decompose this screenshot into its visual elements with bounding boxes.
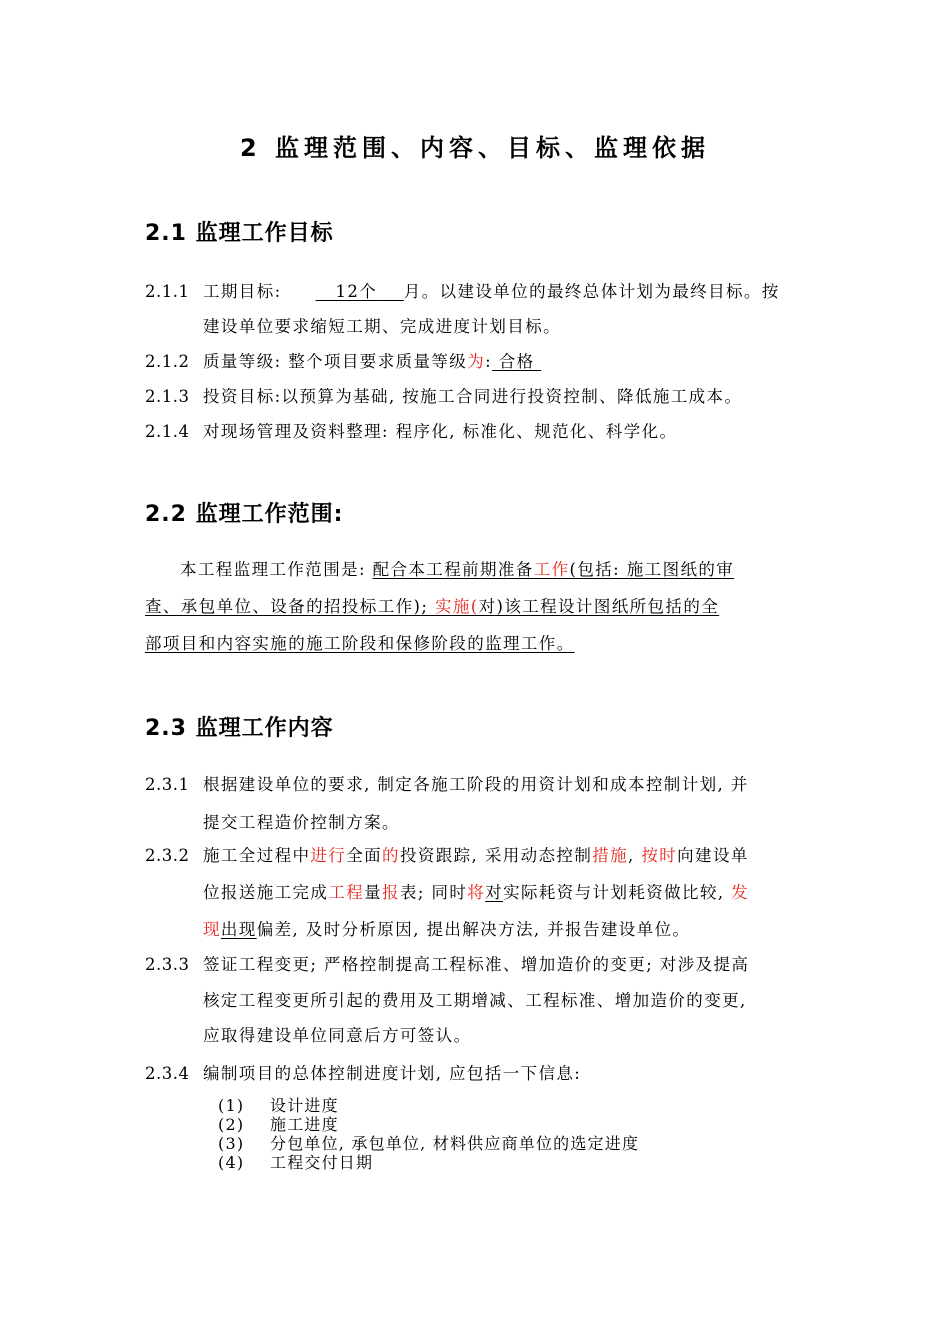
item-number: 2.3.3	[145, 955, 190, 974]
list-item: (3) 分包单位, 承包单位, 材料供应商单位的选定进度	[218, 1134, 640, 1153]
scope-line-3	[145, 633, 575, 655]
item-2-3-3	[145, 954, 749, 976]
item-2-3-1	[145, 774, 749, 796]
item-2-3-3-cont-1: 核定工程变更所引起的费用及工期增减、工程标准、增加造价的变更,	[203, 991, 747, 1010]
item-2-1-2	[145, 351, 541, 373]
item-2-3-2-cont-2: 现出现偏差, 及时分析原因, 提出解决方法, 并报告建设单位。	[203, 920, 691, 939]
item-number: 2.1.1	[145, 282, 190, 301]
item-number: 2.1.2	[145, 352, 190, 371]
item-2-1-1	[145, 281, 780, 303]
item-text: 质量等级: 整个项目要求质量等级	[203, 352, 468, 371]
item-text: 编制项目的总体控制进度计划, 应包括一下信息:	[203, 1064, 582, 1083]
section-2-3-heading: 2.3 监理工作内容	[145, 716, 334, 741]
item-2-1-4	[145, 421, 677, 443]
item-label: 工期目标:	[203, 282, 282, 301]
item-text: 根据建设单位的要求, 制定各施工阶段的用资计划和成本控制计划, 并	[203, 775, 749, 794]
item-number: 2.3.4	[145, 1064, 190, 1083]
quality-value: 合格	[498, 352, 535, 371]
highlight-text: 为	[467, 352, 486, 371]
item-2-1-1-cont: 建设单位要求缩短工期、完成进度计划目标。	[203, 317, 561, 336]
list-item: (2) 施工进度	[218, 1115, 339, 1134]
item-number: 2.1.3	[145, 387, 190, 406]
page-title: 2 监理范围、内容、目标、监理依据	[239, 134, 711, 162]
item-text: 签证工程变更; 严格控制提高工程标准、增加造价的变更; 对涉及提高	[203, 955, 750, 974]
scope-underlined: 查、承包单位、设备的招投标工作); 实施(对)该工程设计图纸所包括的全	[145, 597, 720, 616]
section-2-1-heading: 2.1 监理工作目标	[145, 221, 334, 246]
item-text: 投资目标:以预算为基础, 按施工合同进行投资控制、降低施工成本。	[203, 387, 743, 406]
item-number: 2.3.2	[145, 846, 190, 865]
item-text: 对现场管理及资料整理: 程序化, 标准化、规范化、科学化。	[203, 422, 678, 441]
item-number: 2.3.1	[145, 775, 190, 794]
list-item: (1) 设计进度	[218, 1096, 339, 1115]
list-item: (4) 工程交付日期	[218, 1153, 374, 1172]
scope-line-1	[180, 559, 734, 581]
item-2-3-4	[145, 1063, 581, 1085]
item-text: 月。以建设单位的最终总体计划为最终目标。按	[403, 282, 780, 301]
scope-underlined: 配合本工程前期准备工作(包括: 施工图纸的审	[372, 560, 735, 579]
item-number: 2.1.4	[145, 422, 190, 441]
scope-underlined: 部项目和内容实施的施工阶段和保修阶段的监理工作。	[145, 634, 575, 653]
scope-line-2	[145, 596, 719, 618]
scope-text: 本工程监理工作范围是:	[180, 560, 373, 579]
item-2-3-1-cont: 提交工程造价控制方案。	[203, 813, 400, 832]
item-2-3-2: 2.3.2 施工全过程中进行全面的投资跟踪, 采用动态控制措施, 按时向建设单	[145, 846, 749, 865]
item-2-3-3-cont-2: 应取得建设单位同意后方可签认。	[203, 1026, 472, 1045]
item-2-3-2-cont-1: 位报送施工完成工程量报表; 同时将对实际耗资与计划耗资做比较, 发	[203, 883, 750, 902]
section-2-2-heading: 2.2 监理工作范围:	[145, 502, 344, 527]
duration-value: 12个	[335, 282, 378, 301]
item-2-1-3	[145, 386, 742, 408]
colon: :	[485, 352, 493, 371]
